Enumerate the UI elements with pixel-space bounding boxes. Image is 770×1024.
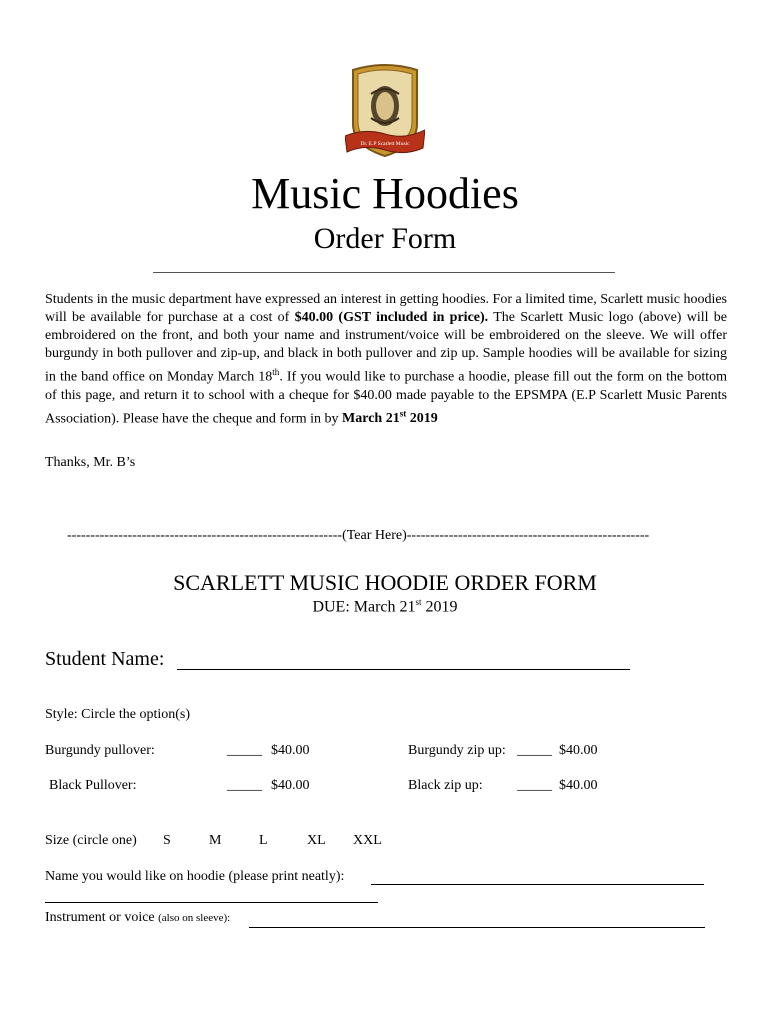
signoff: Thanks, Mr. B’s [45, 455, 136, 470]
size-option-m[interactable]: M [209, 833, 222, 848]
svg-text:Dr. E.P Scarlett Music: Dr. E.P Scarlett Music [360, 141, 410, 147]
instrument-field[interactable] [249, 927, 705, 928]
intro-paragraph: Students in the music department have expressed an interest in getting hoodies. For a limited time, Scarlett music hoodies will be available for purchase at a cost of $40.00 (GST included in price). The Scarlett Music logo (above) will be embroidered on the front, and both your name and instrument/voice will be embroidered on the sleeve. We will offer burgundy in both pullover and zip-up, and black in both pullover and zip up. Sample hoodies will be available for sizing in the band office on Monday March 18th. If you would like to purchase a hoodie, please fill out the form on the bottom of this page, and return it to school with a cheque for $40.00 made payable to the EPSMPA (E.P Scarlett Music Parents Association). Please have the cheque and form in by March 21st 2019 [45, 292, 728, 427]
student-name-label: Student Name: [45, 648, 165, 670]
option-black-zip-blank[interactable]: _____ [517, 778, 552, 793]
hoodie-name-field[interactable] [371, 884, 704, 885]
hoodie-name-label: Name you would like on hoodie (please print neatly): [45, 869, 345, 884]
page-title: Music Hoodies [251, 169, 519, 218]
size-label: Size (circle one) [45, 833, 137, 848]
price-text: $40.00 (GST included in price). [294, 310, 489, 325]
due-date-text: March 21st 2019 [342, 408, 438, 427]
instrument-label: Instrument or voice (also on sleeve): [45, 910, 231, 925]
option-burgundy-pullover-blank[interactable]: _____ [227, 743, 262, 758]
hoodie-name-field-line2[interactable] [45, 902, 378, 903]
style-label: Style: Circle the option(s) [45, 707, 191, 722]
form-due-date: DUE: March 21st 2019 [312, 597, 458, 616]
header-divider [153, 272, 615, 273]
option-burgundy-pullover-label: Burgundy pullover: [45, 743, 155, 758]
option-burgundy-zip-label: Burgundy zip up: [408, 743, 506, 758]
size-option-xl[interactable]: XL [307, 833, 326, 848]
option-burgundy-zip-blank[interactable]: _____ [517, 743, 552, 758]
size-option-s[interactable]: S [163, 833, 171, 848]
option-burgundy-zip-price: $40.00 [559, 743, 598, 758]
option-black-pullover-label: Black Pullover: [49, 778, 137, 793]
option-black-zip-label: Black zip up: [408, 778, 483, 793]
form-title: SCARLETT MUSIC HOODIE ORDER FORM [173, 570, 597, 595]
option-black-pullover-blank[interactable]: _____ [227, 778, 262, 793]
scarlett-music-logo [345, 64, 425, 160]
size-option-xxl[interactable]: XXL [353, 833, 382, 848]
option-black-zip-price: $40.00 [559, 778, 598, 793]
tear-line: -----------------------------------------------------------(Tear Here)---------------------------------------------------- [67, 528, 650, 543]
option-burgundy-pullover-price: $40.00 [271, 743, 310, 758]
student-name-field[interactable] [177, 669, 630, 670]
size-option-l[interactable]: L [259, 833, 268, 848]
option-black-pullover-price: $40.00 [271, 778, 310, 793]
page-subtitle: Order Form [313, 222, 457, 255]
